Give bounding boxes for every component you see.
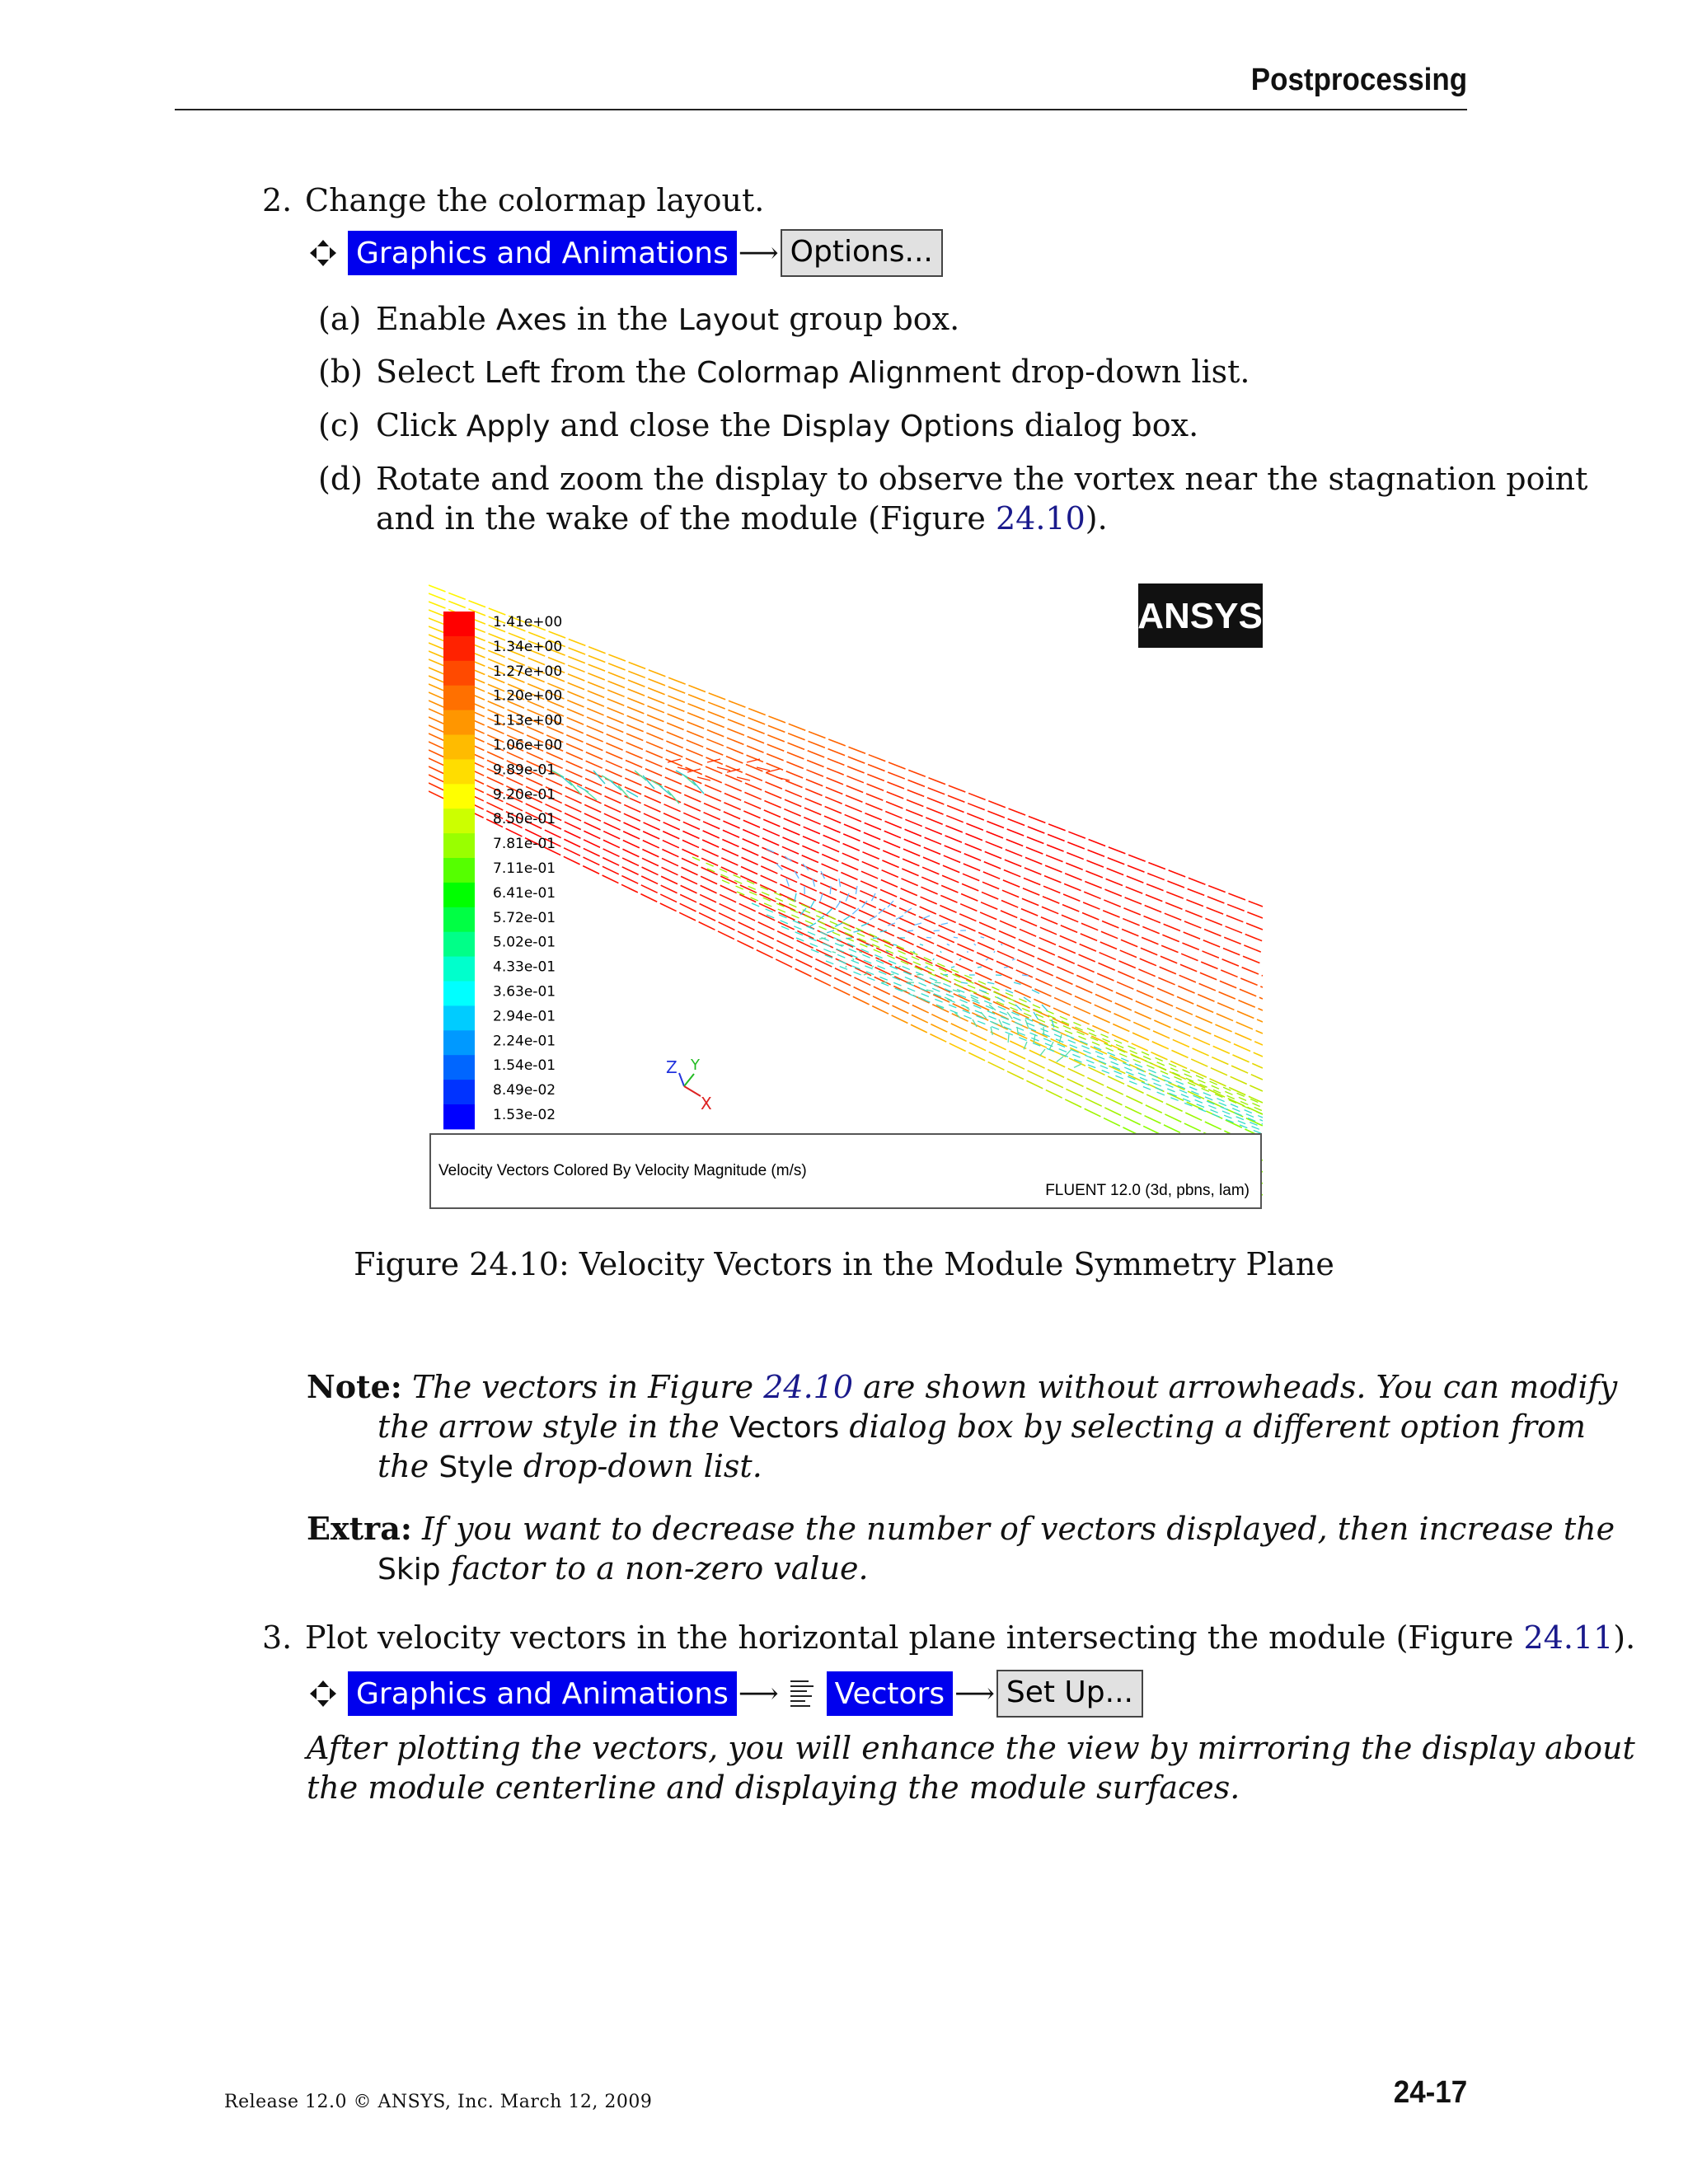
wake-vector xyxy=(853,958,854,960)
wake-vector xyxy=(997,997,1005,1001)
ansys-logo xyxy=(1137,583,1263,648)
colormap-swatch xyxy=(443,661,475,686)
axis-z-label: Z xyxy=(666,1057,678,1077)
wake-vector xyxy=(1001,944,1002,945)
substep-b-label: (b) xyxy=(318,354,363,390)
extra-line-2: Skip factor to a non-zero value. xyxy=(377,1550,869,1586)
colormap-label: 7.81e-01 xyxy=(493,836,556,853)
figure-caption: Figure 24.10: Velocity Vectors in the Module Symmetry Plane xyxy=(354,1246,1334,1282)
colormap-swatch xyxy=(443,957,475,982)
note-line-2: the arrow style in the Vectors dialog box by selecting a different option from xyxy=(377,1408,1586,1445)
vectors-list-icon xyxy=(789,1679,815,1708)
wake-vector xyxy=(981,937,984,938)
wake-vector xyxy=(836,901,841,908)
colormap-legend xyxy=(443,612,562,1129)
colormap-swatch xyxy=(443,858,475,883)
step-3-text: Plot velocity vectors in the horizontal plane intersecting the module (Figure 24.11). xyxy=(305,1619,1636,1656)
colormap-label: 1.53e-02 xyxy=(493,1107,556,1123)
tree-nav-icon xyxy=(307,1677,340,1710)
substep-a-label: (a) xyxy=(318,301,362,337)
note-figure-link[interactable]: 24.10 xyxy=(763,1369,854,1405)
graphics-and-animations-menu[interactable]: Graphics and Animations xyxy=(348,231,737,275)
wake-vector xyxy=(926,937,931,938)
colormap-swatch xyxy=(443,808,475,833)
graphics-and-animations-menu[interactable]: Graphics and Animations xyxy=(348,1671,737,1716)
wake-vector xyxy=(954,937,958,938)
colormap-label: 9.89e-01 xyxy=(493,762,556,779)
wake-vector xyxy=(839,879,841,887)
display-options-ref: Display Options xyxy=(781,410,1015,443)
wake-vector xyxy=(856,886,857,894)
vector-streamline xyxy=(826,961,1263,1134)
nav-arrow: ⟶ xyxy=(738,1677,779,1710)
colormap-label: 2.94e-01 xyxy=(493,1008,556,1025)
colormap-swatch xyxy=(443,932,475,957)
vector-streamline xyxy=(737,892,1263,1114)
wake-vector xyxy=(853,930,860,932)
wake-vector xyxy=(1006,990,1013,993)
extra-label: Extra: xyxy=(307,1510,412,1547)
substep-a-text: Enable Axes in the Layout group box. xyxy=(376,301,960,337)
colormap-label: 1.41e+00 xyxy=(493,614,563,630)
colormap-swatch xyxy=(443,1055,475,1080)
left-option: Left xyxy=(484,356,541,390)
wake-vector xyxy=(907,930,913,931)
wake-vector xyxy=(947,944,950,945)
note-line-3: the Style drop-down list. xyxy=(377,1448,762,1484)
wake-vector xyxy=(914,923,921,925)
footer-release: Release 12.0 © ANSYS, Inc. March 12, 2009 xyxy=(224,2092,653,2112)
axis-x-label: X xyxy=(701,1094,712,1113)
colormap-swatch xyxy=(443,1005,475,1030)
vector-streamline xyxy=(429,676,1263,1033)
wake-vector xyxy=(991,1027,992,1035)
colormap-swatch xyxy=(443,735,475,760)
wake-vector xyxy=(843,916,851,921)
colormap-label: 1.20e+00 xyxy=(493,687,563,705)
nav-arrow: ⟶ xyxy=(954,1677,995,1710)
wake-vector xyxy=(959,958,961,960)
figure-title-left: Velocity Vectors Colored By Velocity Magnitude (m/s) xyxy=(438,1162,807,1179)
colormap-swatch xyxy=(443,612,475,636)
axes-option: Axes xyxy=(495,303,567,337)
colormap-swatch xyxy=(443,1104,475,1129)
colormap-swatch xyxy=(443,759,475,784)
wake-vector xyxy=(1034,1034,1035,1043)
substep-c-text: Click Apply and close the Display Options dialog box. xyxy=(376,407,1199,443)
wake-vector xyxy=(865,944,870,945)
figure-24-10 xyxy=(429,577,1263,1212)
wake-vector xyxy=(941,923,948,925)
colormap-label: 1.27e+00 xyxy=(493,663,563,680)
nav-arrow: ⟶ xyxy=(738,237,779,269)
colormap-label: 1.54e-01 xyxy=(493,1057,556,1075)
colormap-swatch xyxy=(443,784,475,808)
wake-vector xyxy=(864,974,867,975)
layout-group: Layout xyxy=(678,303,780,337)
step-2-number: 2. xyxy=(262,182,293,218)
colormap-swatch xyxy=(443,1080,475,1104)
wake-vector xyxy=(1004,967,1009,968)
wake-vector xyxy=(830,886,831,894)
wake-vector xyxy=(920,944,923,945)
vector-streamline xyxy=(722,880,1263,1111)
wake-vector xyxy=(810,901,814,908)
wake-vector xyxy=(786,879,789,887)
substep-d-line1: Rotate and zoom the display to observe the vortex near the stagnation point xyxy=(376,461,1588,497)
style-list-ref: Style xyxy=(438,1451,513,1484)
step-2-text: Change the colormap layout. xyxy=(305,182,765,218)
wake-vector xyxy=(879,958,880,960)
colormap-label: 5.72e-01 xyxy=(493,909,556,926)
wake-vector xyxy=(827,908,832,915)
wake-vector xyxy=(1040,1049,1045,1056)
figure-24-11-link[interactable]: 24.11 xyxy=(1523,1619,1614,1656)
stagnation-vector xyxy=(618,785,630,799)
vectors-dialog-ref: Vectors xyxy=(729,1411,840,1445)
wake-vector xyxy=(785,856,791,861)
running-header: Postprocessing xyxy=(1250,63,1467,97)
substep-b-text: Select Left from the Colormap Alignment drop-down list. xyxy=(376,354,1250,390)
colormap-swatch xyxy=(443,686,475,710)
colormap-label: 3.63e-01 xyxy=(493,983,556,1001)
colormap-alignment-list: Colormap Alignment xyxy=(696,356,1001,390)
wake-vector xyxy=(1034,1012,1038,1019)
wake-vector xyxy=(776,864,782,869)
colormap-swatch xyxy=(443,1030,475,1055)
axis-y-label: Y xyxy=(691,1057,700,1074)
vector-streamline xyxy=(796,938,1263,1127)
wake-vector xyxy=(1066,1049,1071,1056)
colormap-swatch xyxy=(443,636,475,661)
stagnation-vector xyxy=(635,771,646,780)
stagnation-vector xyxy=(593,771,605,784)
colormap-label: 1.34e+00 xyxy=(493,638,563,655)
wake-vector xyxy=(832,952,836,953)
wake-vector xyxy=(961,982,968,983)
wake-vector xyxy=(974,944,976,945)
wake-vector xyxy=(922,916,930,919)
colormap-label: 5.02e-01 xyxy=(493,934,556,951)
wake-vector xyxy=(987,982,994,984)
stagnation-vector xyxy=(717,767,730,771)
wake-vector xyxy=(1057,1057,1063,1062)
wake-vector xyxy=(935,982,941,983)
set-up-button[interactable]: Set Up... xyxy=(996,1670,1143,1718)
colormap-swatch xyxy=(443,883,475,907)
step-3-after-line-1: After plotting the vectors, you will enhance the view by mirroring the display about xyxy=(307,1730,1635,1766)
colormap-swatch xyxy=(443,710,475,735)
header-rule xyxy=(175,109,1467,110)
wake-vector xyxy=(986,958,988,960)
vector-streamline xyxy=(811,949,1263,1131)
wake-vector xyxy=(1052,1019,1054,1028)
step-3-number: 3. xyxy=(262,1619,293,1656)
wake-vector xyxy=(934,930,940,931)
tree-nav-icon xyxy=(307,237,340,269)
wake-vector xyxy=(978,967,982,968)
wake-vector xyxy=(898,966,901,968)
colormap-swatch xyxy=(443,907,475,932)
wake-vector xyxy=(872,966,874,968)
colormap-label: 8.50e-01 xyxy=(493,811,556,828)
stagnation-vector xyxy=(776,777,790,780)
wake-vector xyxy=(888,901,893,907)
wake-vector xyxy=(940,951,941,953)
note-line-1: Note: The vectors in Figure 24.10 are shown without arrowheads. You can modify xyxy=(307,1368,1618,1405)
figure-title-right: FLUENT 12.0 (3d, pbns, lam) xyxy=(1045,1182,1250,1199)
colormap-label: 6.41e-01 xyxy=(493,884,556,902)
skip-field-ref: Skip xyxy=(377,1553,441,1586)
note-label: Note: xyxy=(307,1368,402,1405)
substep-c-label: (c) xyxy=(318,407,360,443)
colormap-label: 9.20e-01 xyxy=(493,786,556,804)
wake-vector xyxy=(933,958,934,960)
wake-vector xyxy=(1008,1034,1009,1043)
colormap-label: 7.11e-01 xyxy=(493,860,556,877)
vector-streamline xyxy=(692,857,1263,1104)
apply-button-ref: Apply xyxy=(466,410,551,443)
velocity-vector-plot xyxy=(429,577,1263,1212)
colormap-label: 8.49e-02 xyxy=(493,1082,556,1099)
extra-line-1: Extra: If you want to decrease the number of vectors displayed, then increase the xyxy=(307,1510,1615,1547)
wake-vector xyxy=(1074,1064,1081,1067)
step-3-after-line-2: the module centerline and displaying the module surfaces. xyxy=(307,1769,1240,1806)
stagnation-vector xyxy=(747,759,760,762)
substep-d-label: (d) xyxy=(318,461,363,497)
step-3-navigation-path xyxy=(307,1670,1143,1718)
wake-vector xyxy=(846,938,852,939)
page-number: 24-17 xyxy=(1393,2075,1467,2110)
colormap-label: 1.13e+00 xyxy=(493,712,563,729)
vectors-tree-item[interactable]: Vectors xyxy=(827,1671,953,1716)
step-2-navigation-path xyxy=(307,229,943,277)
wake-vector xyxy=(917,974,921,975)
wake-vector xyxy=(1007,1012,1012,1019)
colormap-swatch xyxy=(443,982,475,1006)
options-button[interactable]: Options... xyxy=(781,229,943,277)
colormap-swatch xyxy=(443,833,475,858)
colormap-label: 4.33e-01 xyxy=(493,958,556,976)
wake-vector xyxy=(994,951,995,953)
axes-triad xyxy=(666,1057,712,1113)
wake-vector xyxy=(951,967,954,968)
wake-vector xyxy=(820,893,823,902)
wake-vector xyxy=(852,908,859,914)
wake-vector xyxy=(1012,959,1015,960)
substep-d-line2: and in the wake of the module (Figure 24.10). xyxy=(376,500,1108,537)
colormap-label: 2.24e-01 xyxy=(493,1033,556,1050)
figure-24-10-link[interactable]: 24.10 xyxy=(995,500,1085,537)
colormap-label: 1.06e+00 xyxy=(493,737,563,754)
ansys-logo-text: ANSYS xyxy=(1137,596,1263,636)
